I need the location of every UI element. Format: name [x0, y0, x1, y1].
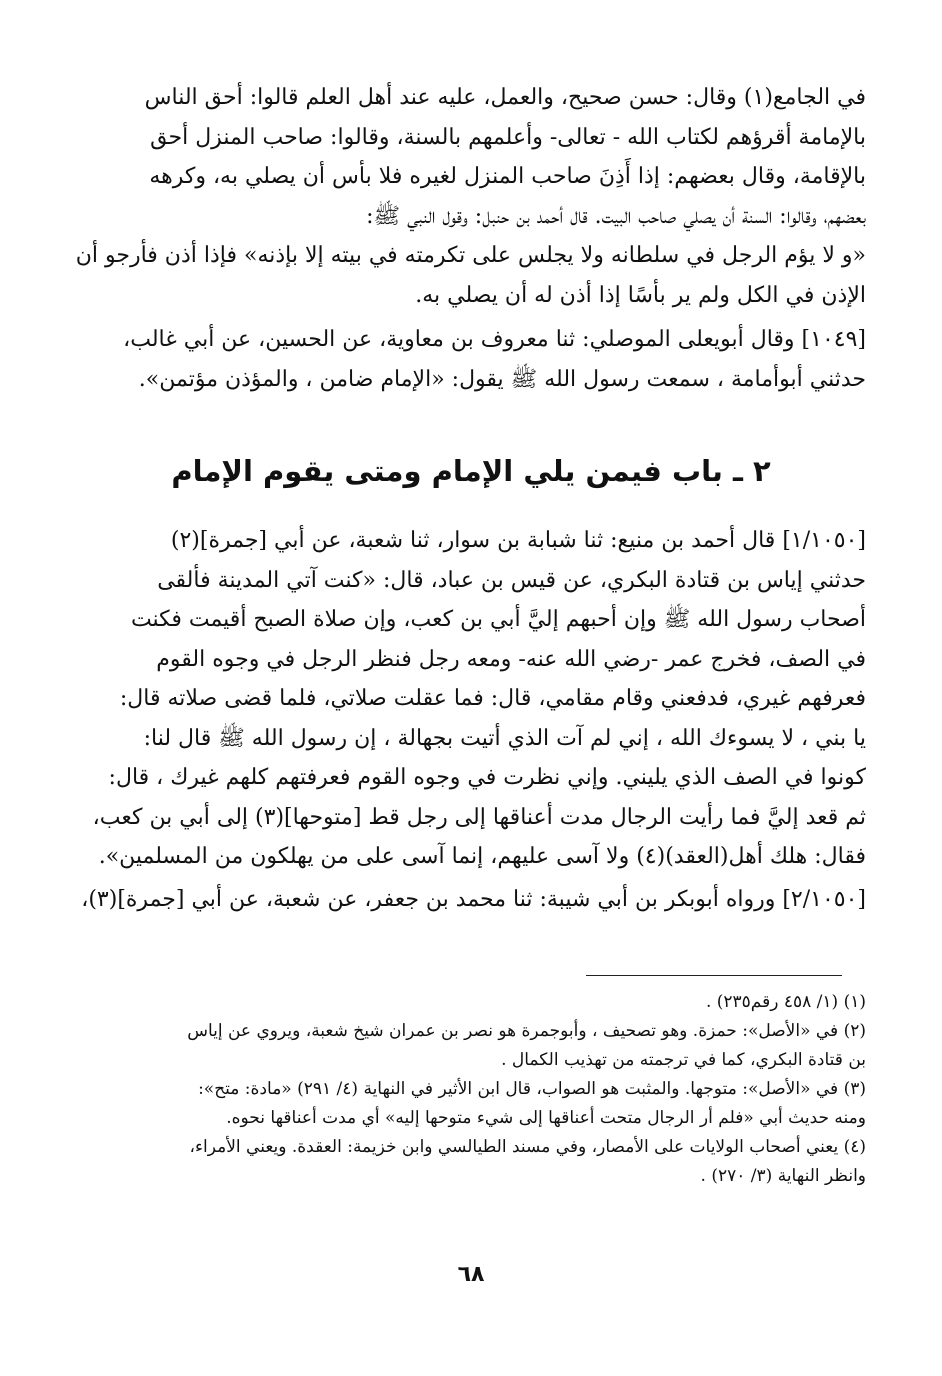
text-line: حدثني أبوأمامة ، سمعت رسول الله ﷺ يقول: «الإمام ضامن ، والمؤذن مؤتمن».: [138, 366, 866, 392]
text-line: أصحاب رسول الله ﷺ وإن أحبهم إليَّ أبي بن كعب، وإن صلاة الصبح أقيمت فكنت: [130, 607, 866, 632]
text-line: يا بني ، لا يسوءك الله ، إني لم آت الذي أتيت بجهالة ، إن رسول الله ﷺ قال لنا:: [143, 725, 866, 751]
hadith-1050-1-paragraph: [76, 521, 866, 877]
text-line: كونوا في الصف الذي يليني. وإني نظرت في وجوه القوم فعرفتهم كلهم غيرك ، قال:: [108, 765, 866, 790]
footnote-line: وانظر النهاية (٣/ ٢٧٠) .: [700, 1166, 866, 1186]
hadith-1050-2-paragraph: [76, 880, 866, 920]
footnotes: [76, 988, 866, 1191]
text-line: [٢/١٠٥٠] ورواه أبوبكر بن أبي شيبة: ثنا محمد بن جعفر، عن شعبة، عن أبي [جمرة](٣)،: [81, 887, 866, 912]
text-line: بعضهم، وقالوا: السنة أن يصلي صاحب البيت. قال أحمد بن حنبل: وقول النبي ﷺ:: [366, 203, 866, 229]
chapter-heading: ٢ ـ باب فيمن يلي الإمام ومتى يقوم الإمام: [171, 454, 771, 488]
footnote-line: (١) (١/ ٤٥٨ رقم٢٣٥) .: [705, 992, 866, 1012]
text-line: في الجامع(١) وقال: حسن صحيح، والعمل، عليه عند أهل العلم قالوا: أحق الناس: [144, 85, 866, 110]
footnote-line: (٣) في «الأصل»: متوجها. والمثبت هو الصواب، قال ابن الأثير في النهاية (٤/ ٢٩١) «مادة: متح»:: [198, 1079, 866, 1099]
text-line: [١/١٠٥٠] قال أحمد بن منيع: ثنا شبابة بن سوار، ثنا شعبة، عن أبي [جمرة](٢): [170, 528, 866, 553]
footnote-line: (٤) يعني أصحاب الولايات على الأمصار، وفي مسند الطيالسي وابن خزيمة: العقدة. ويعني الأمراء،: [189, 1137, 866, 1157]
footnote-line: بن قتادة البكري، كما في ترجمته من تهذيب الكمال .: [501, 1050, 866, 1070]
tirmidhi-commentary-paragraph: [76, 78, 866, 315]
text-line: بالإمامة أقرؤهم لكتاب الله - تعالى- وأعلمهم بالسنة، وقالوا: صاحب المنزل أحق: [150, 124, 866, 150]
text-line: ثم قعد إليَّ فما رأيت الرجال مدت أعناقها إلى رجل قط [متوحها](٣) إلى أبي بن كعب،: [92, 804, 866, 830]
text-line: «و لا يؤم الرجل في سلطانه ولا يجلس على تكرمته في بيته إلا بإذنه» فإذا أذن فأرجو أن: [76, 243, 866, 268]
text-line: فعرفهم غيري، فدفعني وقام مقامي، قال: فما عقلت صلاتي، فلما قضى صلاته قال:: [119, 686, 866, 711]
text-line: الإذن في الكل ولم ير بأسًا إذا أذن له أن يصلي به.: [415, 282, 866, 308]
footnote-line: (٢) في «الأصل»: حمزة. وهو تصحيف ، وأبوجمرة هو نصر بن عمران شيخ شعبة، ويروي عن إياس: [187, 1021, 866, 1041]
text-line: فقال: هلك أهل(العقد)(٤) ولا آسى عليهم، إنما آسى على من يهلكون من المسلمين».: [98, 844, 866, 869]
text-line: بالإقامة، وقال بعضهم: إذا أَذِنَ صاحب المنزل لغيره فلا بأس أن يصلي به، وكرهه: [149, 164, 866, 189]
text-line: في الصف، فخرج عمر -رضي الله عنه- ومعه رجل فنظر الرجل في وجوه القوم: [156, 646, 866, 672]
text-line: [١٠٤٩] وقال أبويعلى الموصلي: ثنا معروف بن معاوية، عن الحسين، عن أبي غالب،: [123, 327, 866, 352]
text-line: حدثني إياس بن قتادة البكري، عن قيس بن عباد، قال: «كنت آتي المدينة فألقى: [157, 567, 866, 593]
hadith-1049-paragraph: [76, 320, 866, 399]
footnote-line: ومنه حديث أبي «فلم أر الرجال متحت أعناقها إلى شيء متوحها إليه» أي مدت أعناقها نحوه.: [226, 1108, 866, 1128]
page-number: ٦٨: [457, 1262, 485, 1287]
footnote-separator: [586, 975, 842, 976]
